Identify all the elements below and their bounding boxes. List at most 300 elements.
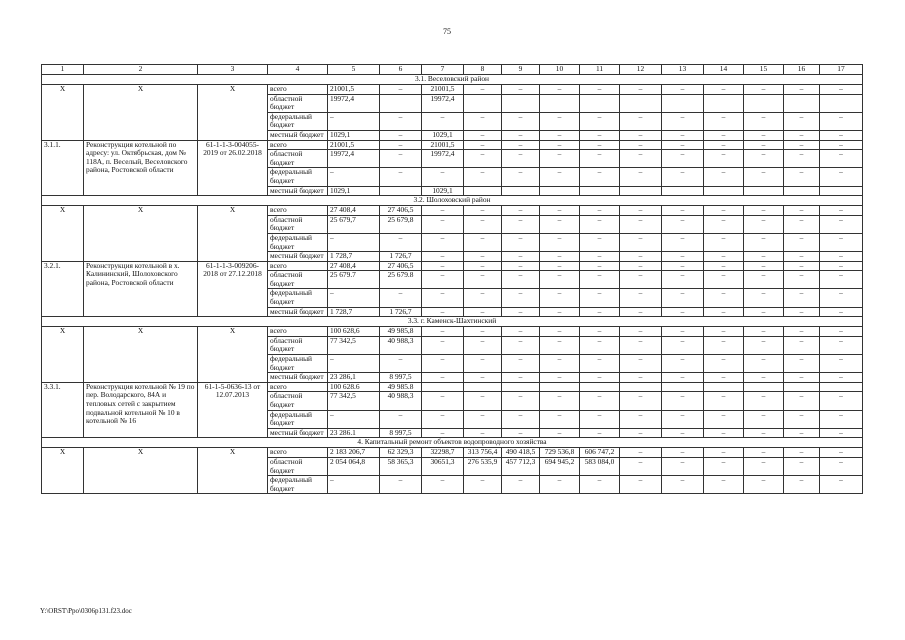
value-cell <box>704 382 744 392</box>
value-cell: – <box>820 252 863 262</box>
value-cell: – <box>502 355 540 373</box>
value-cell <box>380 186 422 196</box>
value-cell: 21001,5 <box>328 140 380 150</box>
value-cell: – <box>540 336 580 354</box>
value-cell: – <box>422 271 464 289</box>
value-cell: – <box>580 130 620 140</box>
value-cell: 19972,4 <box>422 94 464 112</box>
value-cell: 21001,5 <box>422 85 464 95</box>
value-cell: 1029,1 <box>328 130 380 140</box>
value-cell <box>820 94 863 112</box>
funding-source: областной бюджет <box>268 150 328 168</box>
value-cell <box>744 186 784 196</box>
value-cell: – <box>784 392 820 410</box>
value-cell: 8 997,5 <box>380 428 422 438</box>
value-cell <box>662 94 704 112</box>
value-cell: – <box>784 261 820 271</box>
value-cell: – <box>380 289 422 307</box>
table-row <box>42 448 863 458</box>
value-cell: – <box>662 448 704 458</box>
value-cell: – <box>540 428 580 438</box>
value-cell: – <box>704 112 744 130</box>
value-cell: – <box>784 168 820 186</box>
value-cell: – <box>540 206 580 216</box>
value-cell: – <box>820 140 863 150</box>
funding-source: областной бюджет <box>268 271 328 289</box>
value-cell: – <box>328 233 380 251</box>
item-name: X <box>84 206 198 262</box>
value-cell: – <box>744 476 784 494</box>
value-cell: – <box>820 336 863 354</box>
value-cell: 1 728,7 <box>328 307 380 317</box>
table-row <box>42 382 863 392</box>
value-cell: – <box>784 448 820 458</box>
value-cell <box>820 382 863 392</box>
value-cell: – <box>464 289 502 307</box>
value-cell: – <box>580 373 620 383</box>
funding-source: федеральный бюджет <box>268 233 328 251</box>
value-cell: – <box>662 140 704 150</box>
value-cell: 100 628.6 <box>328 382 380 392</box>
value-cell: – <box>422 476 464 494</box>
item-number: X <box>42 206 84 262</box>
item-name: Реконструкция котельной в х. Калининский, Шолоховского района, Ростовской области <box>84 261 198 317</box>
value-cell: – <box>328 476 380 494</box>
value-cell: 313 756,4 <box>464 448 502 458</box>
value-cell: – <box>464 261 502 271</box>
value-cell: – <box>464 150 502 168</box>
value-cell: – <box>502 410 540 428</box>
value-cell: – <box>464 130 502 140</box>
value-cell: – <box>662 271 704 289</box>
value-cell: – <box>704 150 744 168</box>
value-cell: – <box>502 373 540 383</box>
column-number-cell: 8 <box>464 65 502 75</box>
value-cell: – <box>380 140 422 150</box>
value-cell: 583 084,0 <box>580 457 620 475</box>
column-number-cell: 4 <box>268 65 328 75</box>
value-cell: – <box>820 261 863 271</box>
value-cell: – <box>580 355 620 373</box>
value-cell: – <box>380 85 422 95</box>
value-cell: 457 712,3 <box>502 457 540 475</box>
value-cell: – <box>464 85 502 95</box>
table-row <box>42 206 863 216</box>
value-cell: – <box>502 140 540 150</box>
value-cell: 100 628,6 <box>328 327 380 337</box>
funding-source: областной бюджет <box>268 215 328 233</box>
value-cell: 1029,1 <box>422 186 464 196</box>
value-cell: – <box>502 289 540 307</box>
item-code: X <box>198 327 268 383</box>
value-cell: – <box>744 215 784 233</box>
item-number: X <box>42 327 84 383</box>
value-cell: – <box>464 410 502 428</box>
funding-source: федеральный бюджет <box>268 476 328 494</box>
value-cell: – <box>744 252 784 262</box>
value-cell: – <box>540 112 580 130</box>
value-cell: 21001,5 <box>328 85 380 95</box>
value-cell: – <box>540 233 580 251</box>
value-cell: – <box>744 112 784 130</box>
value-cell: – <box>464 336 502 354</box>
value-cell: – <box>620 336 662 354</box>
value-cell: 49 985,8 <box>380 327 422 337</box>
value-cell: – <box>464 373 502 383</box>
value-cell: – <box>744 336 784 354</box>
value-cell: – <box>620 410 662 428</box>
item-number: X <box>42 448 84 494</box>
value-cell <box>540 382 580 392</box>
value-cell: – <box>502 252 540 262</box>
value-cell: – <box>744 327 784 337</box>
value-cell: – <box>422 428 464 438</box>
value-cell: – <box>662 457 704 475</box>
value-cell: – <box>540 307 580 317</box>
value-cell: – <box>662 215 704 233</box>
value-cell: – <box>502 85 540 95</box>
value-cell: – <box>502 307 540 317</box>
value-cell: – <box>380 112 422 130</box>
value-cell: – <box>464 271 502 289</box>
value-cell: – <box>662 150 704 168</box>
value-cell: 40 988,3 <box>380 392 422 410</box>
value-cell: – <box>744 428 784 438</box>
value-cell: – <box>580 168 620 186</box>
funding-source: всего <box>268 140 328 150</box>
funding-source: местный бюджет <box>268 252 328 262</box>
value-cell: – <box>704 289 744 307</box>
value-cell: 25 679.8 <box>380 271 422 289</box>
value-cell: 490 418,5 <box>502 448 540 458</box>
value-cell: – <box>744 206 784 216</box>
value-cell: – <box>820 457 863 475</box>
value-cell: – <box>704 392 744 410</box>
item-name: Реконструкция котельной по адресу: ул. Октябрьская, дом № 118А, п. Веселый, Веселовского района, Ростовской области <box>84 140 198 196</box>
value-cell: – <box>328 112 380 130</box>
value-cell: – <box>744 271 784 289</box>
funding-source: всего <box>268 206 328 216</box>
value-cell: – <box>422 307 464 317</box>
column-number-cell: 14 <box>704 65 744 75</box>
value-cell: – <box>744 307 784 317</box>
value-cell: – <box>820 215 863 233</box>
value-cell: – <box>704 307 744 317</box>
value-cell: 25 679.7 <box>328 271 380 289</box>
value-cell: – <box>328 355 380 373</box>
value-cell: – <box>784 150 820 168</box>
value-cell: 1 726,7 <box>380 307 422 317</box>
value-cell: – <box>580 327 620 337</box>
table-row <box>42 85 863 95</box>
column-number-cell: 17 <box>820 65 863 75</box>
column-number-cell: 1 <box>42 65 84 75</box>
value-cell: – <box>662 252 704 262</box>
value-cell: 1 726,7 <box>380 252 422 262</box>
value-cell: – <box>704 215 744 233</box>
value-cell: – <box>422 168 464 186</box>
value-cell: – <box>662 428 704 438</box>
value-cell: – <box>784 215 820 233</box>
value-cell: – <box>580 85 620 95</box>
item-name: Реконструкция котельной № 19 по пер. Володарского, 84А и тепловых сетей с закрытием подвальной котельной № 10 в котельной № 16 <box>84 382 198 438</box>
value-cell: – <box>422 289 464 307</box>
value-cell: – <box>580 261 620 271</box>
value-cell: – <box>540 410 580 428</box>
funding-source: областной бюджет <box>268 457 328 475</box>
funding-source: областной бюджет <box>268 94 328 112</box>
table-row <box>42 261 863 271</box>
value-cell: – <box>422 206 464 216</box>
value-cell: – <box>540 392 580 410</box>
value-cell: – <box>820 206 863 216</box>
value-cell: – <box>464 252 502 262</box>
value-cell: – <box>620 215 662 233</box>
value-cell: 27 406,5 <box>380 206 422 216</box>
value-cell: 1029,1 <box>328 186 380 196</box>
value-cell: 1029,1 <box>422 130 464 140</box>
value-cell: – <box>662 233 704 251</box>
section-title: 3.2. Шолоховский район <box>42 196 863 206</box>
value-cell: – <box>422 336 464 354</box>
value-cell: – <box>662 206 704 216</box>
value-cell: 2 183 206,7 <box>328 448 380 458</box>
value-cell: – <box>464 233 502 251</box>
value-cell: – <box>662 168 704 186</box>
item-number: 3.2.1. <box>42 261 84 317</box>
value-cell: – <box>704 410 744 428</box>
value-cell: 27 406,5 <box>380 261 422 271</box>
column-number-cell: 12 <box>620 65 662 75</box>
value-cell: – <box>662 289 704 307</box>
item-number: X <box>42 85 84 141</box>
value-cell: – <box>620 233 662 251</box>
value-cell: – <box>704 233 744 251</box>
funding-source: местный бюджет <box>268 373 328 383</box>
value-cell: – <box>784 130 820 140</box>
value-cell: – <box>744 410 784 428</box>
value-cell: 729 536,8 <box>540 448 580 458</box>
value-cell: 23 286.1 <box>328 428 380 438</box>
value-cell <box>502 186 540 196</box>
item-name: X <box>84 85 198 141</box>
value-cell: – <box>422 355 464 373</box>
item-name: X <box>84 448 198 494</box>
value-cell <box>620 94 662 112</box>
funding-source: местный бюджет <box>268 130 328 140</box>
value-cell <box>464 186 502 196</box>
value-cell: – <box>620 85 662 95</box>
column-number-cell: 11 <box>580 65 620 75</box>
value-cell <box>704 186 744 196</box>
item-code: X <box>198 85 268 141</box>
section-title: 4. Капитальный ремонт объектов водопроводного хозяйства <box>42 438 863 448</box>
funding-source: областной бюджет <box>268 392 328 410</box>
value-cell: 19972,4 <box>328 94 380 112</box>
value-cell: – <box>540 150 580 168</box>
value-cell: – <box>540 476 580 494</box>
value-cell: – <box>580 140 620 150</box>
column-number-row <box>42 65 863 75</box>
value-cell: – <box>502 150 540 168</box>
value-cell: – <box>662 476 704 494</box>
value-cell: – <box>464 355 502 373</box>
value-cell: 27 408,4 <box>328 206 380 216</box>
column-number-cell: 13 <box>662 65 704 75</box>
value-cell: – <box>380 410 422 428</box>
value-cell: – <box>704 373 744 383</box>
value-cell: – <box>704 85 744 95</box>
value-cell: 2 054 064,8 <box>328 457 380 475</box>
value-cell: – <box>464 168 502 186</box>
value-cell: – <box>704 428 744 438</box>
value-cell: – <box>580 206 620 216</box>
value-cell: 27 408,4 <box>328 261 380 271</box>
value-cell: – <box>784 457 820 475</box>
value-cell <box>744 382 784 392</box>
value-cell: – <box>540 327 580 337</box>
item-number: 3.1.1. <box>42 140 84 196</box>
value-cell: – <box>580 252 620 262</box>
funding-source: федеральный бюджет <box>268 168 328 186</box>
value-cell: – <box>662 327 704 337</box>
value-cell: – <box>464 327 502 337</box>
value-cell: – <box>620 476 662 494</box>
value-cell: – <box>620 307 662 317</box>
value-cell: – <box>820 448 863 458</box>
funding-source: федеральный бюджет <box>268 355 328 373</box>
value-cell: – <box>704 206 744 216</box>
value-cell <box>704 94 744 112</box>
column-number-cell: 6 <box>380 65 422 75</box>
value-cell: – <box>820 112 863 130</box>
value-cell <box>540 94 580 112</box>
value-cell: – <box>820 289 863 307</box>
value-cell: – <box>502 130 540 140</box>
value-cell <box>784 94 820 112</box>
value-cell: – <box>580 112 620 130</box>
value-cell: – <box>784 428 820 438</box>
value-cell: – <box>502 206 540 216</box>
value-cell: – <box>704 130 744 140</box>
value-cell: – <box>704 355 744 373</box>
value-cell: – <box>580 289 620 307</box>
value-cell: – <box>540 168 580 186</box>
value-cell: – <box>422 215 464 233</box>
value-cell: – <box>422 261 464 271</box>
funding-source: местный бюджет <box>268 186 328 196</box>
value-cell: – <box>704 168 744 186</box>
value-cell: – <box>620 261 662 271</box>
value-cell: – <box>620 392 662 410</box>
value-cell: – <box>820 476 863 494</box>
value-cell: 62 329,3 <box>380 448 422 458</box>
value-cell: – <box>662 130 704 140</box>
value-cell: – <box>464 476 502 494</box>
value-cell: – <box>662 307 704 317</box>
value-cell: – <box>422 327 464 337</box>
value-cell <box>620 186 662 196</box>
item-code: 61-1-1-3-009206-2018 от 27.12.2018 <box>198 261 268 317</box>
value-cell: 8 997,5 <box>380 373 422 383</box>
value-cell: – <box>784 289 820 307</box>
value-cell: – <box>464 206 502 216</box>
value-cell: – <box>744 140 784 150</box>
value-cell <box>422 382 464 392</box>
value-cell: – <box>784 410 820 428</box>
value-cell: – <box>704 457 744 475</box>
value-cell: 58 365,3 <box>380 457 422 475</box>
value-cell: – <box>620 327 662 337</box>
value-cell: – <box>784 355 820 373</box>
value-cell: – <box>540 140 580 150</box>
value-cell: – <box>704 336 744 354</box>
value-cell: 77 342,5 <box>328 336 380 354</box>
value-cell: – <box>744 457 784 475</box>
funding-source: федеральный бюджет <box>268 289 328 307</box>
value-cell: 694 945,2 <box>540 457 580 475</box>
value-cell: – <box>620 355 662 373</box>
value-cell: – <box>784 140 820 150</box>
value-cell: – <box>620 373 662 383</box>
column-number-cell: 3 <box>198 65 268 75</box>
value-cell: – <box>704 271 744 289</box>
value-cell: – <box>784 307 820 317</box>
value-cell: – <box>540 85 580 95</box>
value-cell: – <box>580 410 620 428</box>
value-cell: – <box>580 336 620 354</box>
value-cell: – <box>380 476 422 494</box>
value-cell: – <box>784 373 820 383</box>
item-code: 61-1-5-0636-13 от 12.07.2013 <box>198 382 268 438</box>
value-cell: – <box>580 307 620 317</box>
item-code: 61-1-1-3-004055-2019 от 26.02.2018 <box>198 140 268 196</box>
value-cell: – <box>540 261 580 271</box>
value-cell: – <box>820 130 863 140</box>
funding-source: федеральный бюджет <box>268 112 328 130</box>
value-cell: – <box>540 373 580 383</box>
value-cell: – <box>704 140 744 150</box>
value-cell: – <box>662 355 704 373</box>
value-cell: – <box>464 215 502 233</box>
section-title: 3.1. Веселовский район <box>42 75 863 85</box>
column-number-cell: 15 <box>744 65 784 75</box>
value-cell: – <box>784 112 820 130</box>
value-cell <box>580 382 620 392</box>
value-cell: – <box>784 233 820 251</box>
value-cell: – <box>540 130 580 140</box>
value-cell: – <box>744 261 784 271</box>
value-cell: – <box>620 150 662 168</box>
value-cell <box>620 382 662 392</box>
value-cell: 77 342,5 <box>328 392 380 410</box>
value-cell: – <box>704 448 744 458</box>
column-number-cell: 5 <box>328 65 380 75</box>
value-cell: – <box>820 150 863 168</box>
value-cell: – <box>744 85 784 95</box>
value-cell: – <box>464 307 502 317</box>
value-cell: – <box>620 448 662 458</box>
value-cell: – <box>820 327 863 337</box>
value-cell: – <box>744 448 784 458</box>
value-cell <box>580 186 620 196</box>
value-cell: – <box>502 112 540 130</box>
value-cell <box>784 382 820 392</box>
value-cell: – <box>620 271 662 289</box>
budget-table <box>41 64 863 494</box>
value-cell: – <box>744 130 784 140</box>
funding-source: областной бюджет <box>268 336 328 354</box>
